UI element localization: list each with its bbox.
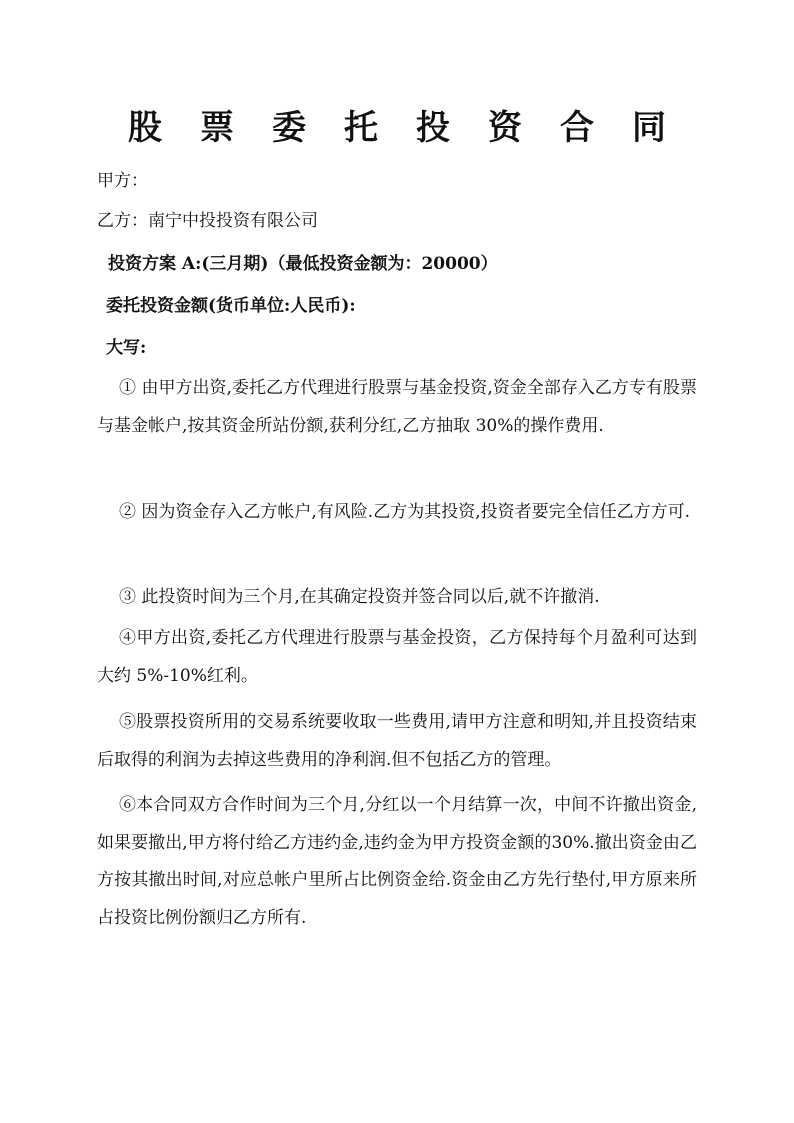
party-a-line: 甲方： xyxy=(97,171,148,191)
entrusted-amount-line: 委托投资金额(货币单位:人民币): xyxy=(106,296,356,316)
amount-in-words-line: 大写: xyxy=(106,338,147,358)
clause-5: ⑤股票投资所用的交易系统要收取一些费用,请甲方注意和明知,并且投资结束后取得的利润为去掉这些费用的净利润.但不包括乙方的管理。 xyxy=(97,712,697,770)
party-b-line: 乙方：南宁中投投资有限公司 xyxy=(97,211,318,231)
investment-plan-line: 投资方案 A:(三月期)（最低投资金额为：20000） xyxy=(108,254,498,274)
clause-6: ⑥本合同双方合作时间为三个月,分红以一个月结算一次，中间不许撤出资金,如果要撤出,甲方将付给乙方违约金,违约金为甲方投资金额的30%.撤出资金由乙方按其撤出时间,对应总帐户里所占比例资金给.资金由乙方先行垫付,甲方原来所占投资比例份额归乙方所有. xyxy=(97,795,697,928)
clause-4: ④甲方出资,委托乙方代理进行股票与基金投资，乙方保持每个月盈利可达到大约 5%-10%红利。 xyxy=(97,628,697,686)
clause-2: ② 因为资金存入乙方帐户,有风险.乙方为其投资,投资者要完全信任乙方方可. xyxy=(119,502,691,522)
clause-1: ① 由甲方出资,委托乙方代理进行股票与基金投资,资金全部存入乙方专有股票与基金帐户,按其资金所站份额,获利分红,乙方抽取 30%的操作费用. xyxy=(97,378,697,436)
clause-3: ③ 此投资时间为三个月,在其确定投资并签合同以后,就不许撤消. xyxy=(119,587,600,607)
document-title: 股票委托投资合同 xyxy=(128,108,704,148)
